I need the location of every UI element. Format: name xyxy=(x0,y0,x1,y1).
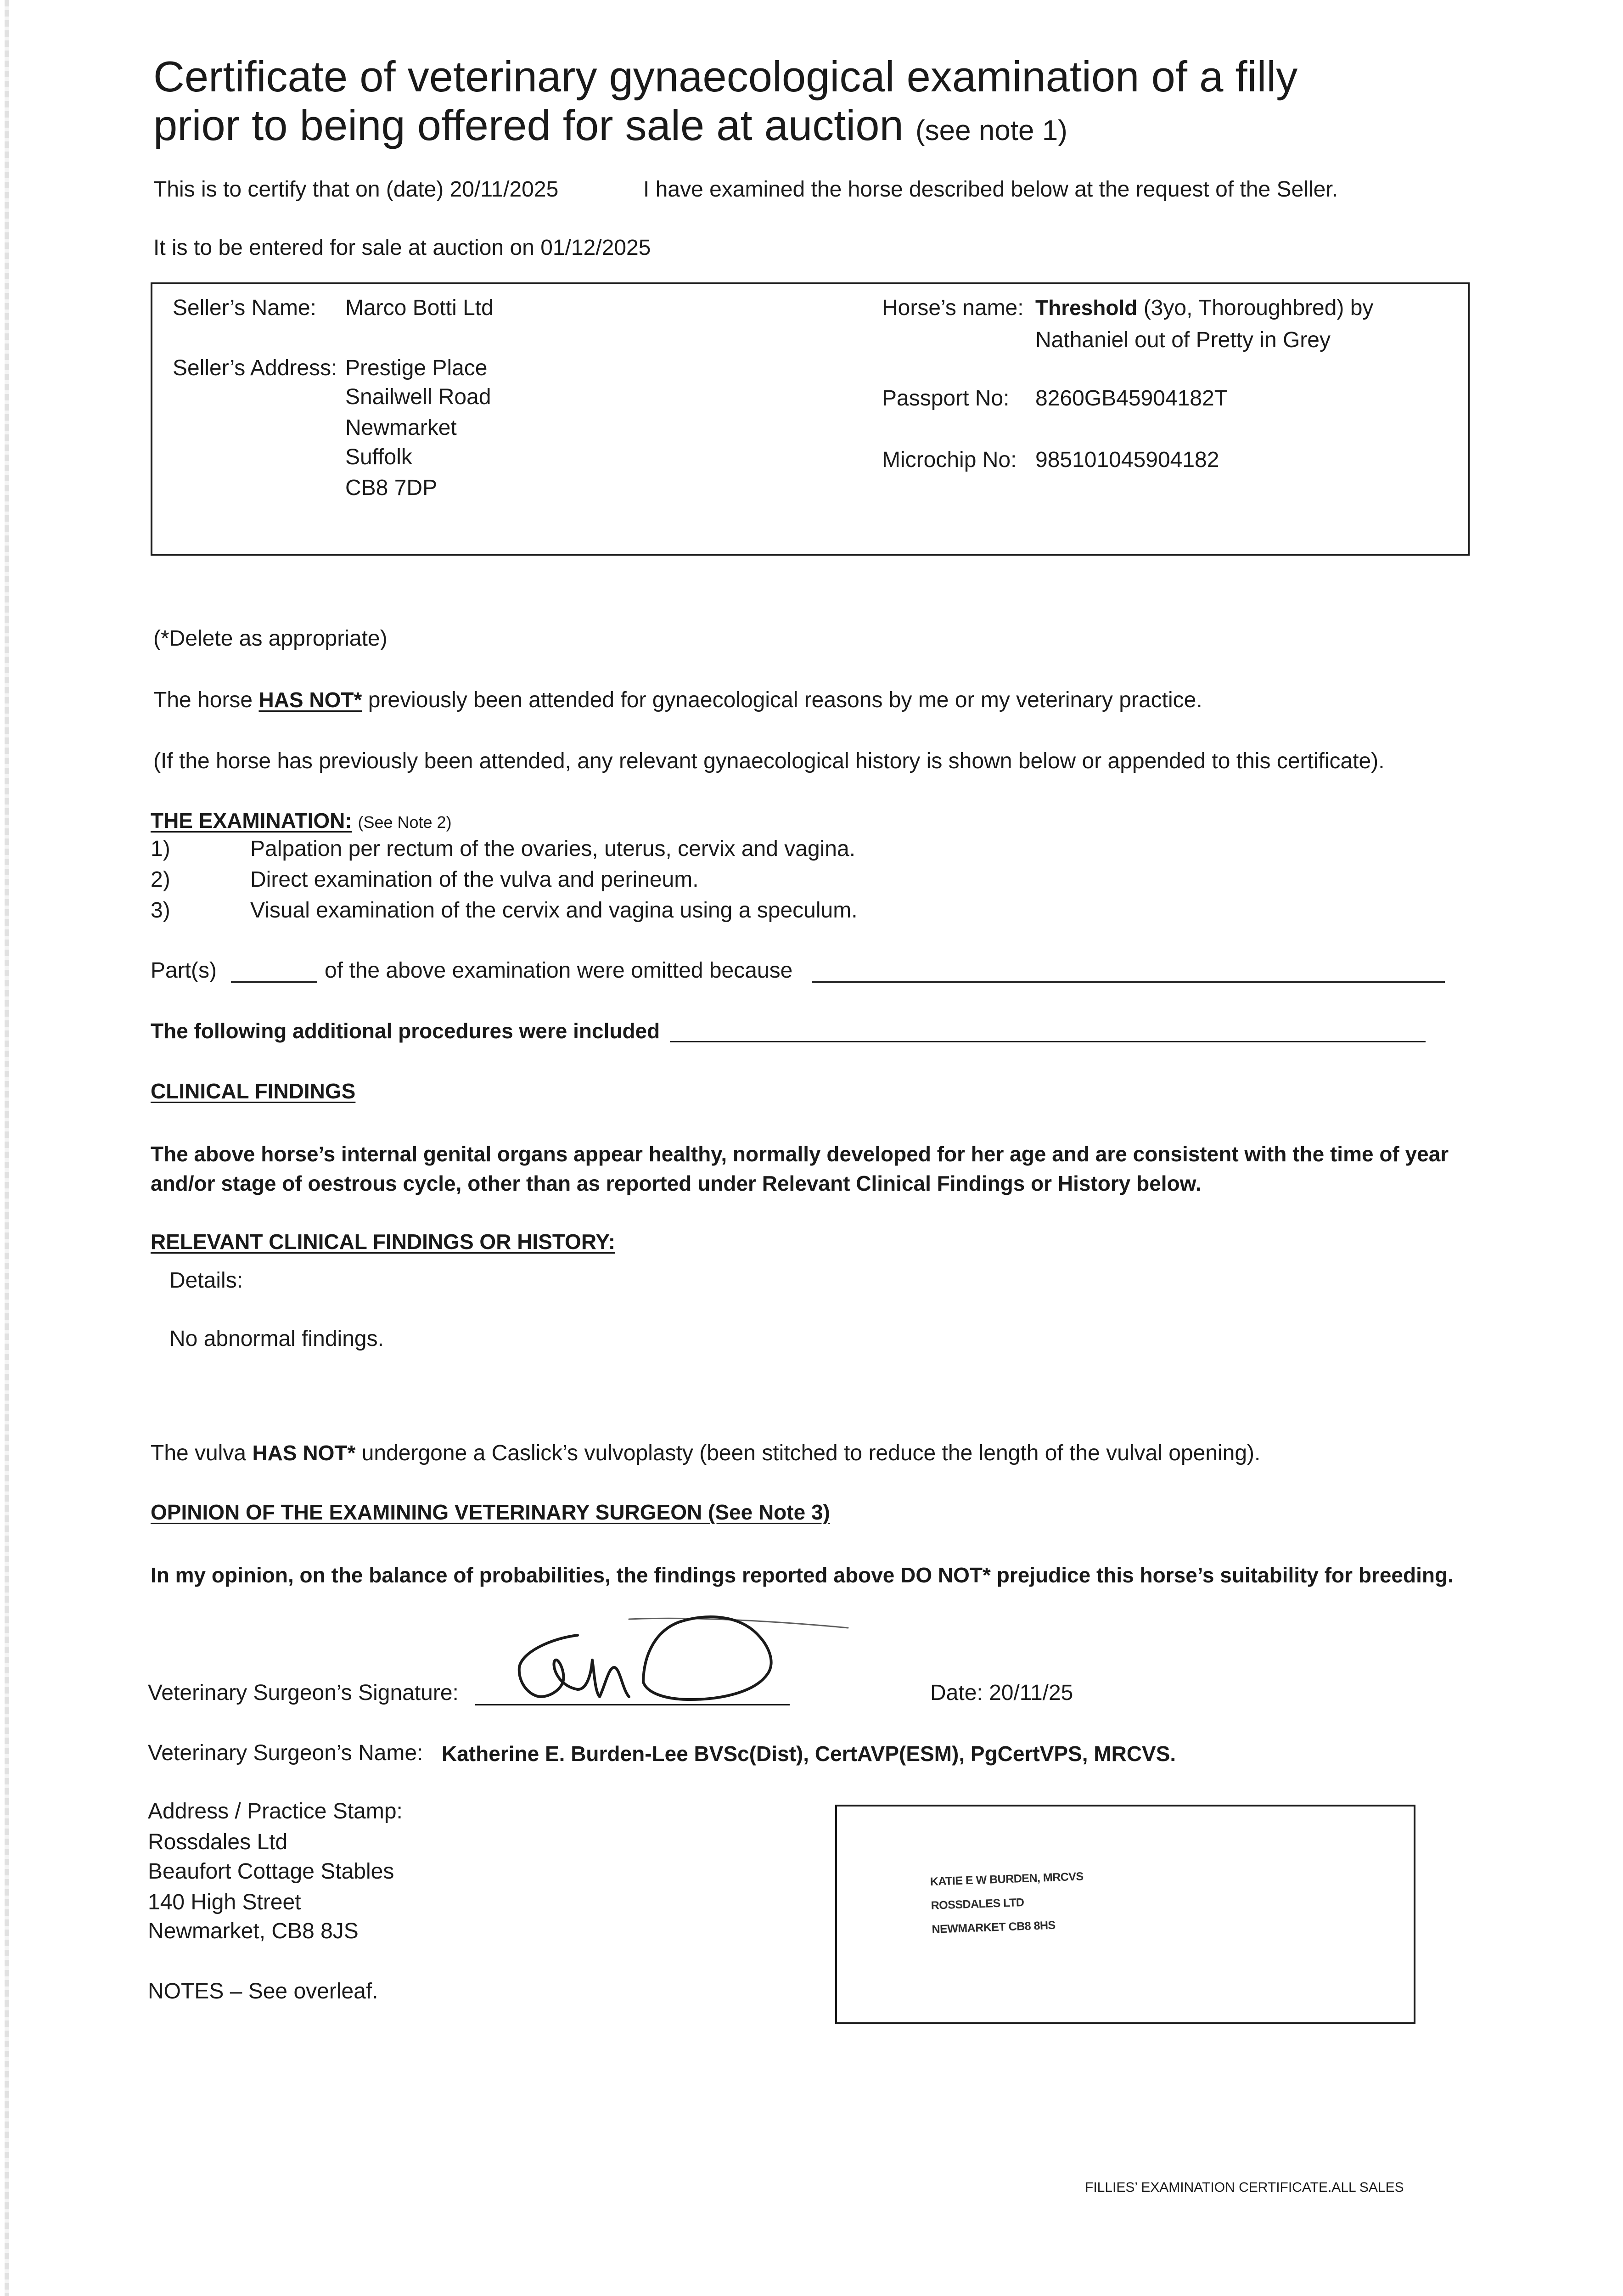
additional-procedures-label: The following additional procedures were included xyxy=(151,1019,660,1043)
auction-line xyxy=(153,237,651,259)
title-text-1: Certificate of veterinary gynaecological examination of a filly xyxy=(153,52,1298,101)
exam-date: 20/11/2025 xyxy=(449,177,559,202)
delete-note: (*Delete as appropriate) xyxy=(153,626,387,651)
horse-description-line-2: Nathaniel out of Pretty in Grey xyxy=(1035,328,1331,352)
examination-heading-line xyxy=(151,810,452,831)
details-label: Details: xyxy=(169,1268,243,1293)
omitted-parts-blank xyxy=(231,981,317,983)
practice-address-line: 140 High Street xyxy=(148,1890,301,1914)
horse-description-rest: (3yo, Thoroughbred) by xyxy=(1143,296,1374,320)
passport-label: Passport No: xyxy=(882,386,1010,411)
history-note: (If the horse has previously been attended, any relevant gynaecological history is shown below or appended to this certificate). xyxy=(153,749,1385,773)
omitted-reason-blank xyxy=(812,981,1445,983)
examination-note: (See Note 2) xyxy=(358,813,452,832)
opinion-statement: In my opinion, on the balance of probabilities, the findings reported above DO NOT* prejudice this horse’s suitability for breeding. xyxy=(151,1563,1454,1587)
title-note: (see note 1) xyxy=(915,115,1067,146)
examined-statement: I have examined the horse described below at the request of the Seller. xyxy=(643,177,1338,202)
seller-address-line: Suffolk xyxy=(345,445,412,469)
practice-stamp xyxy=(930,1864,1085,1941)
examination-item-text: Visual examination of the cervix and vagina using a speculum. xyxy=(250,898,858,923)
practice-address-line: Newmarket, CB8 8JS xyxy=(148,1919,359,1943)
auction-label: It is to be entered for sale at auction on xyxy=(153,236,534,260)
horse-name-label: Horse’s name: xyxy=(882,296,1024,320)
horse-description-line-1 xyxy=(1035,297,1373,319)
additional-procedures-blank xyxy=(670,1041,1426,1042)
omitted-middle: of the above examination were omitted because xyxy=(325,958,793,983)
stamp-line: NEWMARKET CB8 8HS xyxy=(932,1919,1056,1936)
vulva-prefix: The vulva xyxy=(151,1441,247,1465)
signature-date-line xyxy=(930,1682,1073,1704)
surgeon-name: Katherine E. Burden-Lee BVSc(Dist), CertAVP(ESM), PgCertVPS, MRCVS. xyxy=(442,1742,1176,1766)
attendance-prefix: The horse xyxy=(153,688,253,712)
stamp-line: ROSSDALES LTD xyxy=(931,1896,1024,1912)
examination-item-number: 2) xyxy=(151,867,170,892)
practice-address-line: Beaufort Cottage Stables xyxy=(148,1859,394,1884)
clinical-findings-heading: CLINICAL FINDINGS xyxy=(151,1079,356,1103)
seller-address-line: Newmarket xyxy=(345,416,457,440)
clinical-findings-statement-2: and/or stage of oestrous cycle, other than as reported under Relevant Clinical Findings or History below. xyxy=(151,1171,1202,1195)
signature-label: Veterinary Surgeon’s Signature: xyxy=(148,1681,459,1705)
signature-scribble xyxy=(482,1598,872,1717)
vulva-statement xyxy=(151,1442,1260,1464)
attendance-suffix: previously been attended for gynaecological reasons by me or my veterinary practice. xyxy=(368,688,1202,712)
examination-item-number: 3) xyxy=(151,898,170,923)
auction-date: 01/12/2025 xyxy=(540,236,651,260)
vulva-suffix: undergone a Caslick’s vulvoplasty (been stitched to reduce the length of the vulval opening). xyxy=(361,1441,1261,1465)
seller-name-label: Seller’s Name: xyxy=(173,296,317,320)
scan-edge-artifact xyxy=(5,0,9,2296)
surgeon-name-label: Veterinary Surgeon’s Name: xyxy=(148,1741,423,1765)
examination-item-text: Palpation per rectum of the ovaries, uterus, cervix and vagina. xyxy=(250,837,856,861)
practice-stamp-box xyxy=(835,1805,1415,2024)
examination-item-number: 1) xyxy=(151,837,170,861)
practice-address-line: Rossdales Ltd xyxy=(148,1830,288,1854)
opinion-heading: OPINION OF THE EXAMINING VETERINARY SURGEON (See Note 3) xyxy=(151,1500,830,1524)
footer-label: FILLIES’ EXAMINATION CERTIFICATE.ALL SALES xyxy=(1085,2180,1404,2195)
seller-address-line: Snailwell Road xyxy=(345,385,491,409)
title-text-2: prior to being offered for sale at auction xyxy=(153,101,904,149)
seller-address-line: CB8 7DP xyxy=(345,476,438,500)
microchip-label: Microchip No: xyxy=(882,448,1017,472)
certify-line xyxy=(153,179,558,201)
certify-label: This is to certify that on (date) xyxy=(153,177,444,202)
examination-heading: THE EXAMINATION: xyxy=(151,809,352,833)
omitted-prefix: Part(s) xyxy=(151,958,217,983)
stamp-line: KATIE E W BURDEN, MRCVS xyxy=(930,1870,1084,1888)
horse-name: Threshold xyxy=(1035,296,1138,320)
notes-reference: NOTES – See overleaf. xyxy=(148,1979,378,2003)
date-label: Date: xyxy=(930,1681,983,1705)
seller-name: Marco Botti Ltd xyxy=(345,296,494,320)
details-text: No abnormal findings. xyxy=(169,1327,384,1351)
seller-address-line: Prestige Place xyxy=(345,356,488,380)
attendance-statement xyxy=(153,689,1202,711)
signature-date: 20/11/25 xyxy=(989,1681,1073,1705)
practice-label: Address / Practice Stamp: xyxy=(148,1799,403,1823)
clinical-findings-statement-1: The above horse’s internal genital organs appear healthy, normally developed for her age and are consistent with the time of year xyxy=(151,1142,1449,1166)
microchip-number: 985101045904182 xyxy=(1035,448,1219,472)
seller-address-label: Seller’s Address: xyxy=(173,356,337,380)
passport-number: 8260GB45904182T xyxy=(1035,386,1228,411)
vulva-status: HAS NOT* xyxy=(252,1441,356,1465)
attendance-status: HAS NOT* xyxy=(258,688,362,712)
signature-line xyxy=(475,1704,790,1705)
title-line-2 xyxy=(153,101,1067,149)
title-line-1 xyxy=(153,52,1298,101)
relevant-findings-heading: RELEVANT CLINICAL FINDINGS OR HISTORY: xyxy=(151,1230,616,1254)
examination-item-text: Direct examination of the vulva and perineum. xyxy=(250,867,699,892)
